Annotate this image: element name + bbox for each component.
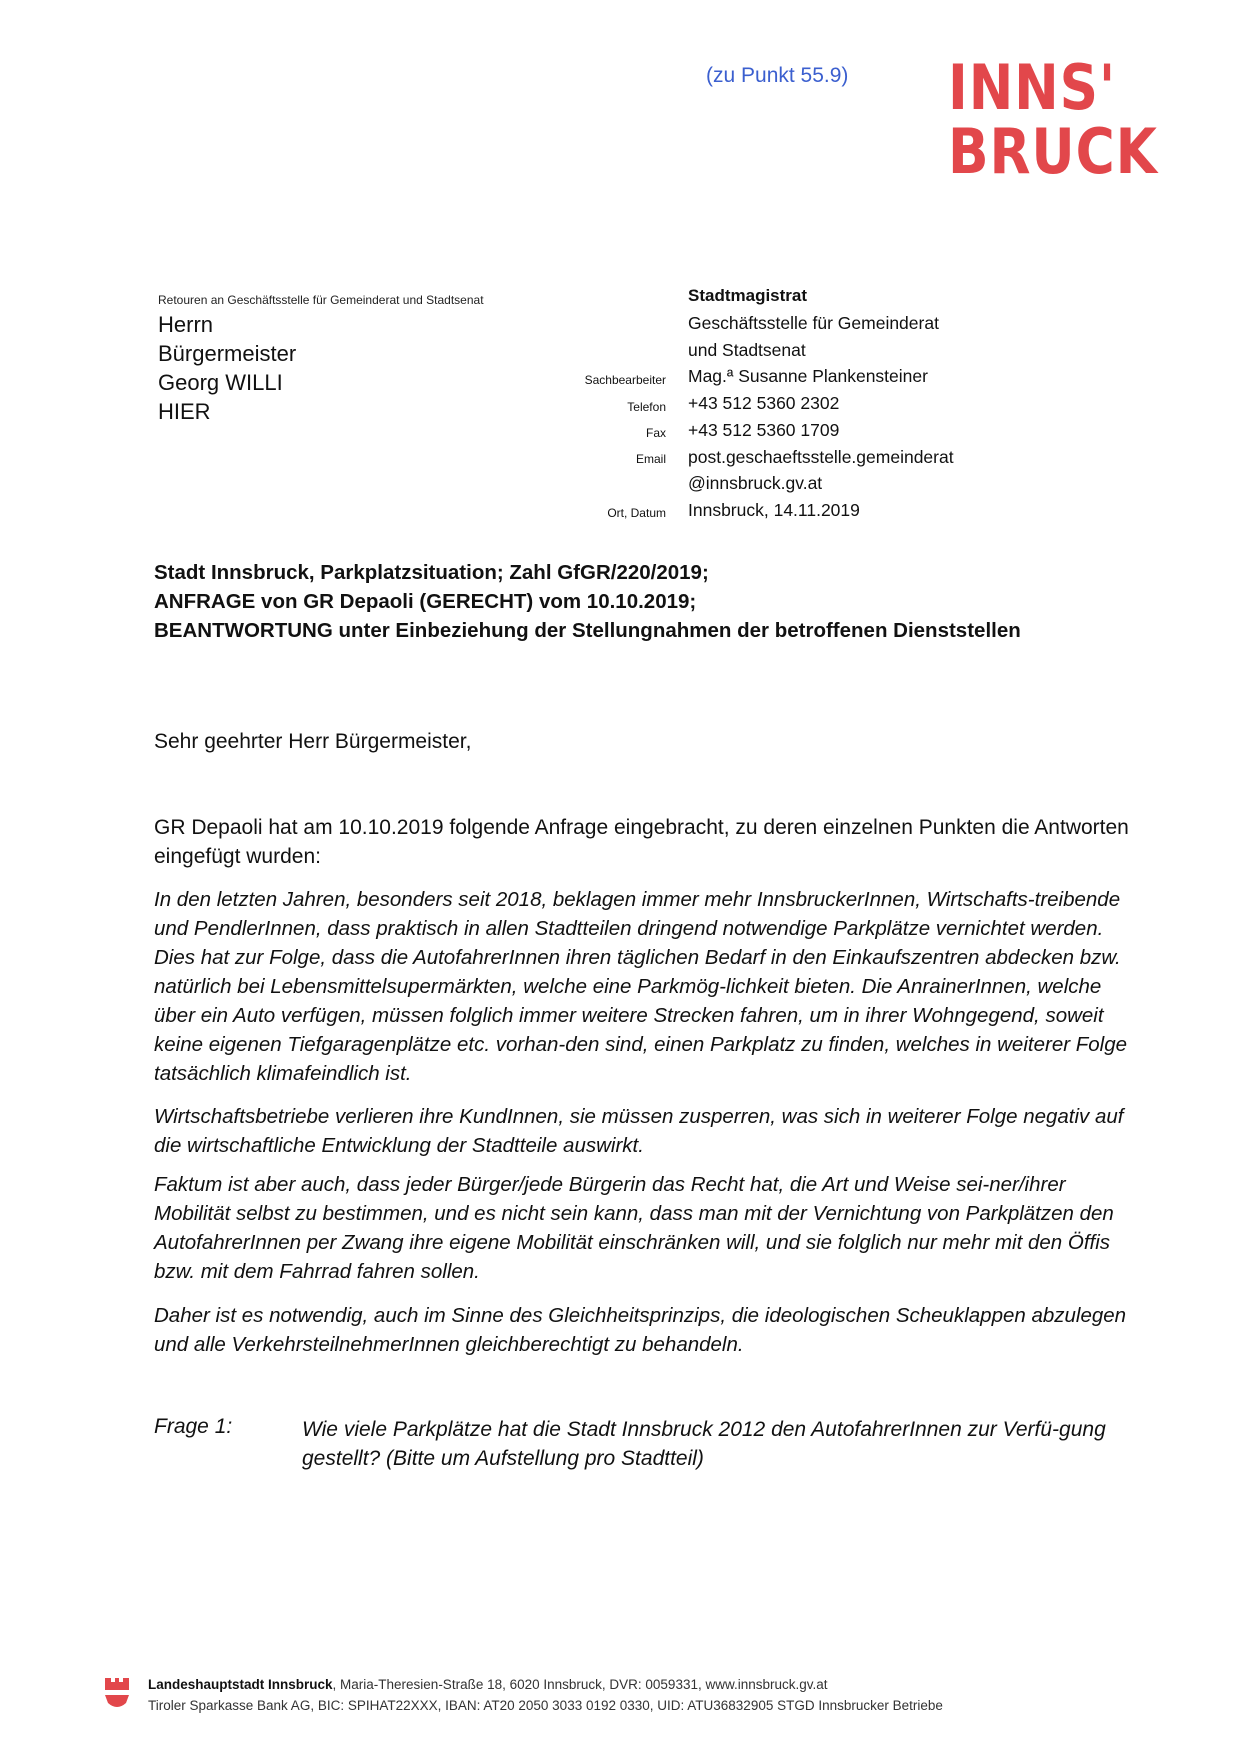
label-ort-datum: Ort, Datum xyxy=(607,506,666,520)
sender-line: post.geschaeftsstelle.gemeinderat xyxy=(688,446,954,467)
addressee-line: Bürgermeister xyxy=(158,341,297,366)
subject-line: Stadt Innsbruck, Parkplatzsituation; Zahl GfGR/220/2019; xyxy=(154,561,709,584)
footer-org: Landeshauptstadt Innsbruck xyxy=(148,1677,333,1692)
footer-line-1 xyxy=(148,1674,943,1695)
addressee-block xyxy=(158,310,296,426)
addressee-line: HIER xyxy=(158,399,211,424)
logo-line-2: BRUCK xyxy=(948,115,1158,188)
subject-line: ANFRAGE von GR Depaoli (GERECHT) vom 10.10.2019; xyxy=(154,590,697,613)
sender-line: @innsbruck.gv.at xyxy=(688,473,823,494)
sender-line: +43 512 5360 1709 xyxy=(688,419,840,440)
logo-line-1: INNS' xyxy=(948,51,1117,124)
city-emblem-icon xyxy=(104,1675,130,1711)
question-label: Frage 1: xyxy=(154,1415,233,1438)
sender-line: Mag.ª Susanne Plankensteiner xyxy=(688,366,928,387)
innsbruck-logo xyxy=(948,51,1192,188)
footer-address: , Maria-Theresien-Straße 18, 6020 Innsbruck, DVR: 0059331, www.innsbruck.gv.at xyxy=(332,1677,828,1692)
label-email: Email xyxy=(635,452,666,466)
footer-line-2: Tiroler Sparkasse Bank AG, BIC: SPIHAT22XXX, IBAN: AT20 2050 3033 0192 0330, UID: ATU36832905 STGD Innsbrucker Betriebe xyxy=(148,1698,943,1713)
subject-line: BEANTWORTUNG unter Einbeziehung der Stellungnahmen der betroffenen Dienststellen xyxy=(154,619,1021,642)
sender-line: Innsbruck, 14.11.2019 xyxy=(688,499,860,520)
returns-line: Retouren an Geschäftsstelle für Gemeinderat und Stadtsenat xyxy=(158,293,484,307)
reference-note: (zu Punkt 55.9) xyxy=(706,64,849,87)
label-telefon: Telefon xyxy=(627,400,666,414)
sender-line: Geschäftsstelle für Gemeinderat xyxy=(688,313,939,333)
sender-line: +43 512 5360 2302 xyxy=(688,393,840,414)
intro-paragraph: GR Depaoli hat am 10.10.2019 folgende Anfrage eingebracht, zu deren einzelnen Punkten die Antworten eingefügt wurden: xyxy=(154,816,1129,868)
addressee-line: Georg WILLI xyxy=(158,370,283,395)
sender-name: Stadtmagistrat xyxy=(688,286,808,305)
subject-block xyxy=(154,558,1021,645)
sender-block xyxy=(688,310,954,524)
quote-paragraph: Daher ist es notwendig, auch im Sinne des Gleichheitsprinzips, die ideologischen Scheuklappen abzulegen und alle VerkehrsteilnehmerInnen gleichberechtigt zu behandeln. xyxy=(154,1304,1127,1356)
quote-paragraph: Faktum ist aber auch, dass jeder Bürger/jede Bürgerin das Recht hat, die Art und Weise sei-ner/ihrer Mobilität selbst zu bestimmen, und es nicht sein kann, dass man mit der Vernichtung von Parkplätzen den AutofahrerInnen per Zwang ihre eigene Mobilität einschränken will, und sie folglich nur mehr mit den Öffis bzw. mit dem Fahrrad fahren sollen. xyxy=(154,1173,1114,1283)
label-fax: Fax xyxy=(645,426,666,440)
quote-paragraph: Wirtschaftsbetriebe verlieren ihre KundInnen, sie müssen zusperren, was sich in weiterer Folge negativ auf die wirtschaftliche Entwicklung der Stadtteile auswirkt. xyxy=(154,1105,1124,1157)
question-text: Wie viele Parkplätze hat die Stadt Innsbruck 2012 den AutofahrerInnen zur Verfü-gung gestellt? (Bitte um Aufstellung pro Stadtteil) xyxy=(302,1418,1106,1470)
footer xyxy=(148,1674,943,1716)
quote-paragraph: In den letzten Jahren, besonders seit 2018, beklagen immer mehr InnsbruckerInnen, Wirtschafts-treibende und PendlerInnen, dass praktisch in allen Stadtteilen dringend notwendige Parkplätze vernichtet werden. Dies hat zur Folge, dass die AutofahrerInnen ihren täglichen Bedarf in den Einkaufszentren abdecken bzw. natürlich bei Lebensmittelsupermärkten, welche eine Parkmög-lichkeit bieten. Die AnrainerInnen, welche über ein Auto verfügen, müssen folglich immer weitere Strecken fahren, um in ihrer Wohngegend, soweit keine eigenen Tiefgaragenplätze etc. vorhan-den sind, einen Parkplatz zu finden, welches in weiterer Folge tatsächlich klimafeindlich ist. xyxy=(154,888,1128,1085)
sender-line: und Stadtsenat xyxy=(688,339,806,360)
addressee-line: Herrn xyxy=(158,312,214,337)
label-sachbearbeiter: Sachbearbeiter xyxy=(584,373,666,387)
salutation: Sehr geehrter Herr Bürgermeister, xyxy=(154,730,472,753)
